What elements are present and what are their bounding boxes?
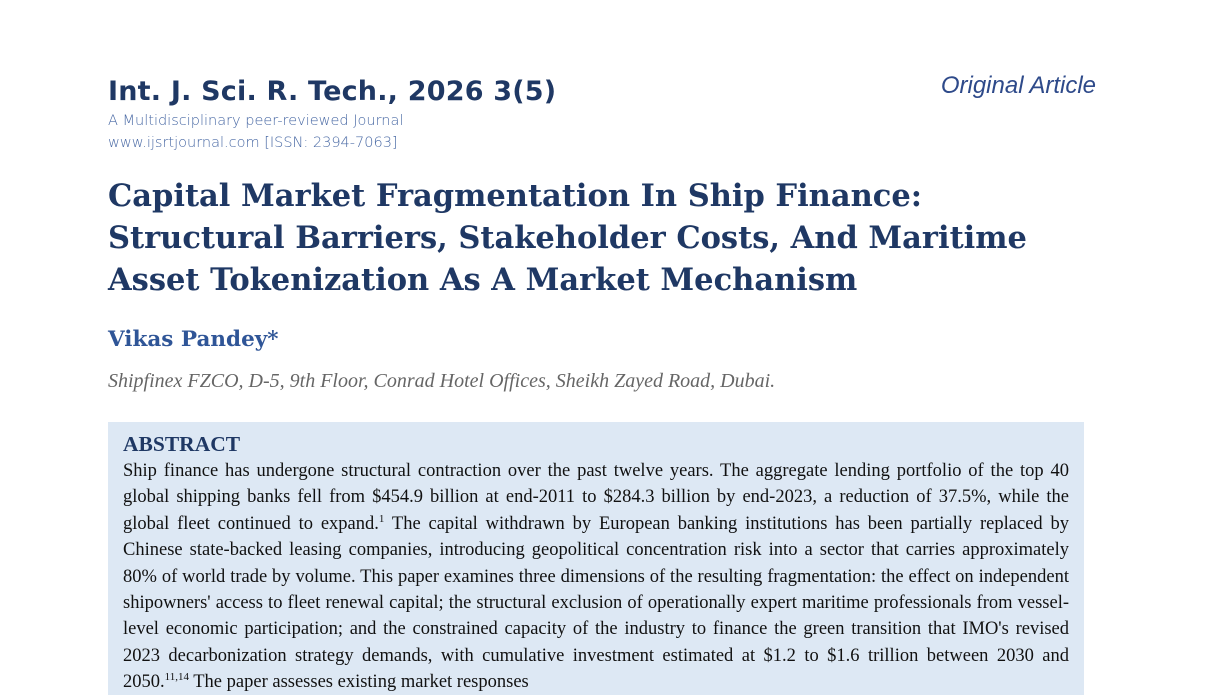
citation-ref-1[interactable]: 1 — [378, 512, 385, 525]
journal-title: Int. J. Sci. R. Tech., 2026 3(5) — [108, 76, 557, 107]
abstract-body — [123, 458, 1069, 696]
abstract-text-part-1: Ship finance has undergone structural contraction over the past twelve years. The aggregate lending portfolio of the top 40 global shipping banks fell from $454.9 billion at end-2011 to $284.3 billion by end-2023, a reduction of 37.5%, while the global fleet continued to expand. — [123, 461, 1069, 534]
abstract-text-part-3: The paper assesses existing market responses — [188, 672, 529, 693]
author-affiliation: Shipfinex FZCO, D-5, 9th Floor, Conrad Hotel Offices, Sheikh Zayed Road, Dubai. — [108, 370, 776, 392]
abstract-section — [108, 422, 1084, 695]
abstract-text-part-2: The capital withdrawn by European banking institutions has been partially replaced by Chinese state-backed leasing companies, introducing geopolitical concentration risk into a sector that carries approximately 80% of world trade by volume. This paper examines three dimensions of the resulting fragmentation: the effect on independent shipowners' access to fleet renewal capital; the structural exclusion of operationally expert maritime professionals from vessel-level economic participation; and the constrained capacity of the industry to finance the green transition that IMO's revised 2023 decarbonization strategy demands, with cumulative investment estimated at $1.2 to $1.6 trillion between 2030 and 2050. — [123, 513, 1069, 693]
article-type-label: Original Article — [940, 72, 1096, 99]
journal-header — [108, 74, 556, 154]
author-name: Vikas Pandey* — [108, 327, 279, 352]
journal-subtitle: A Multidisciplinary peer-reviewed Journal — [108, 113, 404, 129]
journal-website-issn[interactable]: www.ijsrtjournal.com [ISSN: 2394-7063] — [108, 135, 398, 151]
abstract-heading: ABSTRACT — [123, 432, 241, 456]
paper-title: Capital Market Fragmentation In Ship Finance: Structural Barriers, Stakeholder Costs, And Maritime Asset Tokenization As A Market Mechanism — [108, 178, 1027, 298]
citation-ref-11-14[interactable]: 11,14 — [164, 671, 189, 684]
